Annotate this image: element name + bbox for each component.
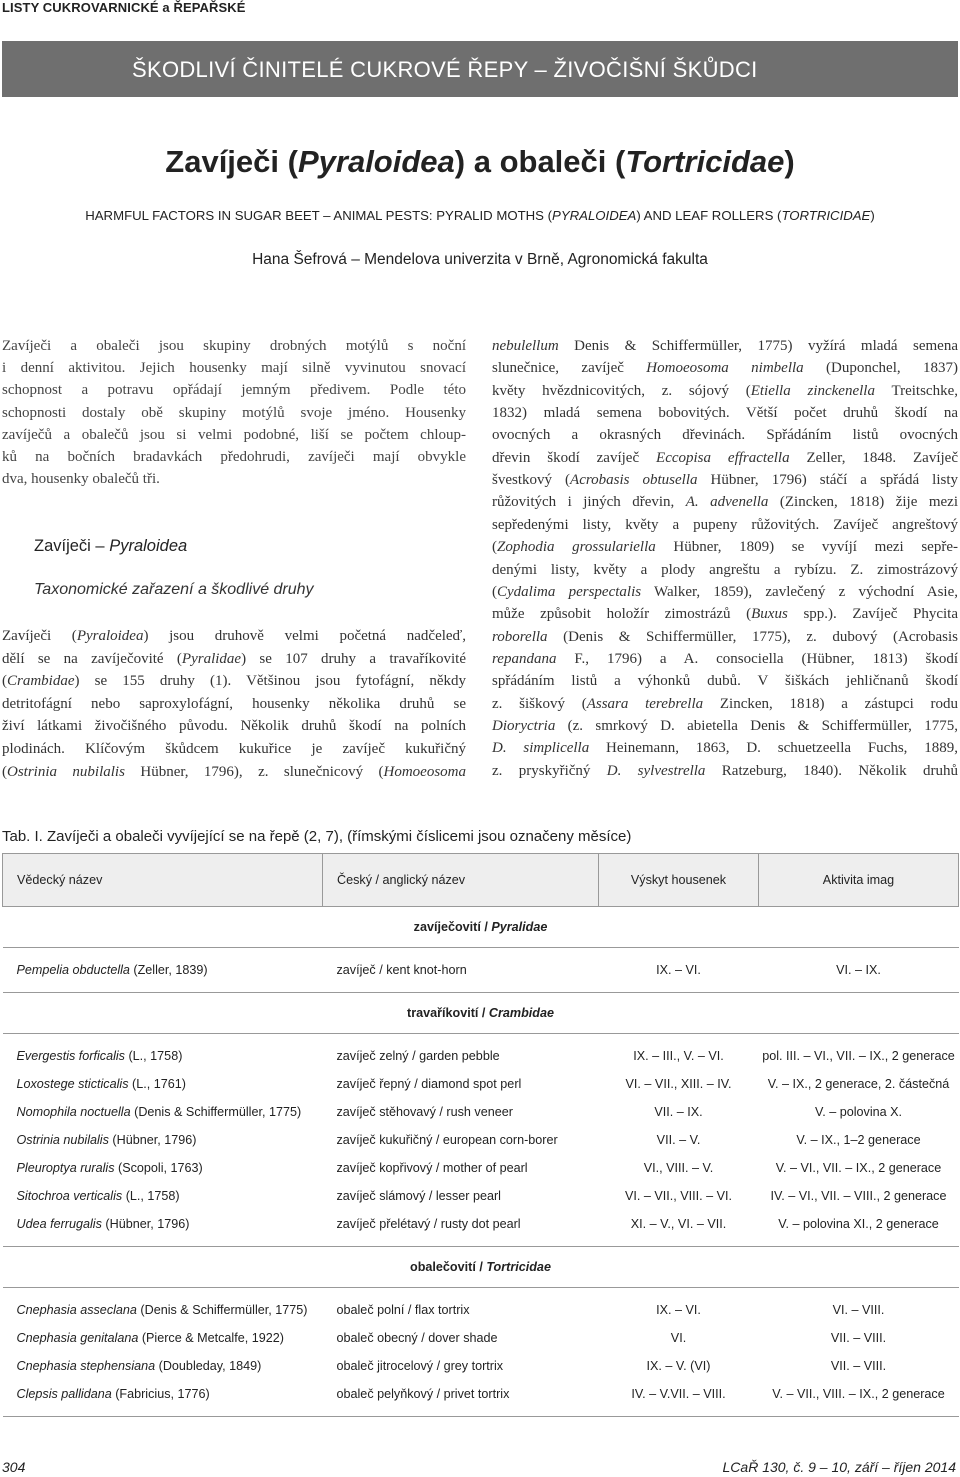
adult-activity: V. – IX., 1–2 generace <box>796 1133 921 1147</box>
table-row <box>3 1296 959 1324</box>
table-spacer <box>3 1238 959 1247</box>
section-subheading: Taxonomické zařazení a škodlivé druhy <box>34 581 314 598</box>
paragraph-line: květy hvězdnicovitých, z. sójový (Etiella zinckenella Treitschke, <box>492 382 958 399</box>
table-row <box>3 1154 959 1182</box>
adult-activity: pol. III. – VI., VII. – IX., 2 generace <box>762 1049 955 1063</box>
intro-line: schopnost a potravu opřádají jemným předivem. Podle této <box>2 382 466 399</box>
banner-title: ŠKODLIVÍ ČINITELÉ CUKROVÉ ŘEPY – ŽIVOČIŠNÍ ŠKŮDCI <box>132 57 758 82</box>
table-row <box>3 1042 959 1070</box>
table-row <box>3 1098 959 1126</box>
group-title: travaříkovití / Crambidae <box>3 993 959 1034</box>
table-spacer <box>3 984 959 993</box>
paragraph-line: růžovitých i jiných dřevin, A. advenella (Zincken, 1818) žije mezi <box>492 494 958 511</box>
table-group-row <box>3 993 959 1034</box>
table-row <box>3 1070 959 1098</box>
group-title: zavíječovití / Pyralidae <box>3 907 959 948</box>
intro-line: zavíječů a obalečů jsou si velmi podobné, liší se počtem chloup- <box>2 426 466 443</box>
common-name: zavíječ zelný / garden pebble <box>336 1049 500 1063</box>
larvae-period: VII. – IX. <box>654 1105 703 1119</box>
common-name: zavíječ / kent knot-horn <box>336 963 467 977</box>
table-row <box>3 1352 959 1380</box>
paragraph-line: slunečnice, zavíječ Homoeosoma nimbella (Duponchel, 1837) <box>492 360 958 377</box>
paragraph-line: plodinách. Klíčovým škůdcem kukuřice je zavíječ kukuřičný <box>2 741 466 757</box>
paragraph-line: spřádáním listů a výhonků dubů. V šiškách jehličnanů škodí <box>492 673 958 690</box>
adult-activity: V. – IX., 2 generace, 2. částečná <box>767 1077 950 1091</box>
larvae-period: IV. – V.VII. – VIII. <box>631 1387 726 1401</box>
paragraph-line: D. simplicella Heinemann, 1863, D. schuetzeella Fuchs, 1889, <box>492 740 958 757</box>
common-name: zavíječ kukuřičný / european corn-borer <box>336 1133 558 1147</box>
table-group-row <box>3 907 959 948</box>
header-adult-activity: Aktivita imag <box>759 854 959 907</box>
table-header-row <box>3 854 959 907</box>
species-name: Cnephasia genitalana (Pierce & Metcalfe, 1922) <box>16 1331 284 1345</box>
species-name: Loxostege sticticalis (L., 1761) <box>16 1077 186 1091</box>
adult-activity: VI. – IX. <box>836 963 881 977</box>
adult-activity: IV. – VI., VII. – VIII., 2 generace <box>770 1189 947 1203</box>
table-row <box>3 1324 959 1352</box>
paragraph-line: repandana F., 1796) a A. consociella (Hübner, 1813) škodí <box>492 650 958 667</box>
intro-line: ků na bočních bradavkách předohrudi, zavíječi mají obvykle <box>2 449 466 465</box>
adult-activity: V. – polovina XI., 2 generace <box>778 1217 939 1231</box>
adult-activity: VI. – VIII. <box>832 1303 885 1317</box>
larvae-period: IX. – VI. <box>656 963 701 977</box>
paragraph-line: z. šiškový (Assara terebrella Zincken, 1818) a zástupci rodu <box>492 695 958 712</box>
paragraph-line: z. pryskyřičný D. sylvestrella Ratzeburg, 1840). Několik druhů <box>492 762 958 779</box>
common-name: obaleč pelyňkový / privet tortrix <box>336 1387 510 1401</box>
section-heading: Zavíječi – Pyraloidea <box>34 537 188 555</box>
paragraph-line: může způsobit holožír zimostrázů (Buxus spp.). Zavíječ Phycita <box>492 606 959 623</box>
author-line: Hana Šefrová – Mendelova univerzita v Brně, Agronomická fakulta <box>252 251 708 268</box>
species-name: Ostrinia nubilalis (Hübner, 1796) <box>16 1133 197 1147</box>
paragraph-line: (Cydalima perspectalis Walker, 1859), zavlečený z východní Asie, <box>492 583 958 600</box>
larvae-period: IX. – VI. <box>656 1303 701 1317</box>
header-scientific-name: Vědecký název <box>3 854 323 907</box>
larvae-period: VII. – V. <box>656 1133 701 1147</box>
paragraph-line: nebulellum Denis & Schiffermüller, 1775) vyžírá mladá semena <box>492 338 958 354</box>
common-name: zavíječ řepný / diamond spot perl <box>336 1077 522 1091</box>
pest-table <box>2 853 959 1417</box>
paragraph-line: dělí se na zavíječovité (Pyralidae) se 107 druhy a travaříkovité <box>2 650 466 667</box>
table-row <box>3 1126 959 1154</box>
species-name: Clepsis pallidana (Fabricius, 1776) <box>16 1387 210 1401</box>
species-name: Pleuroptya ruralis (Scopoli, 1763) <box>16 1161 203 1175</box>
larvae-period: VI. – VII., XIII. – IV. <box>625 1077 732 1091</box>
header-larvae-occurrence: Výskyt housenek <box>599 854 759 907</box>
paragraph-line: (Zophodia grossulariella Hübner, 1809) se vyvíjí mezi sepře- <box>492 539 958 556</box>
group-title: obalečovití / Tortricidae <box>3 1247 959 1288</box>
adult-activity: VII. – VIII. <box>830 1331 887 1345</box>
larvae-period: IX. – V. (VI) <box>646 1359 711 1373</box>
common-name: zavíječ přelétavý / rusty dot pearl <box>336 1217 521 1231</box>
larvae-period: IX. – III., V. – VI. <box>633 1049 724 1063</box>
paragraph-line: živí látkami živočišného původu. Několik druhů škodí na polních <box>2 718 466 735</box>
table-spacer <box>3 1408 959 1417</box>
species-name: Nomophila noctuella (Denis & Schiffermüller, 1775) <box>16 1105 302 1119</box>
paragraph-line: Zavíječi (Pyraloidea) jsou druhově velmi početná nadčeleď, <box>2 628 467 644</box>
table-group-row <box>3 1247 959 1288</box>
journal-citation: LCaŘ 130, č. 9 – 10, září – říjen 2014 <box>722 1459 956 1475</box>
common-name: obaleč jitrocelový / grey tortrix <box>336 1359 504 1373</box>
paragraph-line: 1832) mladá semena bobovitých. Větší počet druhů škodí na <box>492 405 958 422</box>
table-caption: Tab. I. Zavíječi a obaleči vyvíjející se na řepě (2, 7), (římskými číslicemi jsou označeny měsíce) <box>2 828 632 845</box>
species-name: Cnephasia asseclana (Denis & Schiffermüller, 1775) <box>16 1303 308 1317</box>
paragraph-line: ovocných a okrasných dřevinách. Spřádáním listů ovocných <box>492 427 958 444</box>
paragraph-line: (Crambidae) se 155 druhy (1). Většinou jsou fytofágní, někdy <box>2 673 466 690</box>
table-row <box>3 956 959 984</box>
table-row <box>3 1182 959 1210</box>
paragraph-line: švestkový (Acrobasis obtusella Hübner, 1796) stáčí a spřádá listy <box>492 472 958 489</box>
species-name: Evergestis forficalis (L., 1758) <box>16 1049 183 1063</box>
common-name: obaleč obecný / dover shade <box>336 1331 498 1345</box>
paragraph-line: detritofágní nebo saproxylofágní, housenky několika druhů se <box>2 695 466 712</box>
common-name: zavíječ kopřivový / mother of pearl <box>336 1161 528 1175</box>
paragraph-line: (Ostrinia nubilalis Hübner, 1796), z. slunečnicový (Homoeosoma <box>2 763 466 780</box>
section-banner <box>2 41 958 97</box>
larvae-period: VI. – VII., VIII. – VI. <box>624 1189 733 1203</box>
common-name: obaleč polní / flax tortrix <box>336 1303 470 1317</box>
paragraph-line: dřevin škodí zavíječ Eccopisa effractella Zeller, 1848. Zavíječ <box>492 449 958 466</box>
article-title: Zavíječi (Pyraloidea) a obaleči (Tortricidae) <box>165 144 795 179</box>
intro-line: i denní aktivitou. Jejich housenky mají silně vyvinutou snovací <box>2 360 466 377</box>
species-name: Cnephasia stephensiana (Doubleday, 1849) <box>16 1359 262 1373</box>
article-subtitle: HARMFUL FACTORS IN SUGAR BEET – ANIMAL PESTS: PYRALID MOTHS (PYRALOIDEA) AND LEAF ROLLERS (TORTRICIDAE) <box>85 208 875 223</box>
species-name: Udea ferrugalis (Hübner, 1796) <box>16 1217 190 1231</box>
intro-line: schopnosti dostaly obě skupiny motýlů svoje jméno. Housenky <box>2 404 466 421</box>
larvae-period: VI. <box>670 1331 687 1345</box>
adult-activity: V. – VI., VII. – IX., 2 generace <box>775 1161 942 1175</box>
table-row <box>3 1210 959 1238</box>
adult-activity: V. – VII., VIII. – IX., 2 generace <box>772 1387 945 1401</box>
larvae-period: XI. – V., VI. – VII. <box>630 1217 727 1231</box>
species-name: Sitochroa verticalis (L., 1758) <box>16 1189 180 1203</box>
paragraph-line: sepředenými listy, květy a pupeny růžovitých. Zavíječ angreštový <box>492 516 958 533</box>
page-number: 304 <box>2 1459 26 1475</box>
adult-activity: V. – polovina X. <box>814 1105 903 1119</box>
intro-line: Zavíječi a obaleči jsou skupiny drobných motýlů s noční <box>2 338 466 354</box>
table-spacer <box>3 948 959 957</box>
journal-header-label: LISTY CUKROVARNICKÉ a ŘEPAŘSKÉ <box>2 0 246 15</box>
intro-line: dva, housenky obalečů tři. <box>2 471 160 488</box>
common-name: zavíječ stěhovavý / rush veneer <box>336 1105 513 1119</box>
table-spacer <box>3 1288 959 1297</box>
common-name: zavíječ slámový / lesser pearl <box>336 1189 501 1203</box>
table-row <box>3 1380 959 1408</box>
adult-activity: VII. – VIII. <box>830 1359 887 1373</box>
table-spacer <box>3 1034 959 1043</box>
paragraph-line: Dioryctria (z. smrkový D. abietella Denis & Schiffermüller, 1775, <box>492 717 958 734</box>
species-name: Pempelia obductella (Zeller, 1839) <box>16 963 208 977</box>
larvae-period: VI., VIII. – V. <box>643 1161 714 1175</box>
paragraph-line: roborella (Denis & Schiffermüller, 1775), z. dubový (Acrobasis <box>492 628 958 645</box>
header-czech-english-name: Český / anglický název <box>323 854 599 907</box>
paragraph-line: denými listy, květy a plody angreštu a rybízu. Z. zimostrázový <box>492 561 958 578</box>
